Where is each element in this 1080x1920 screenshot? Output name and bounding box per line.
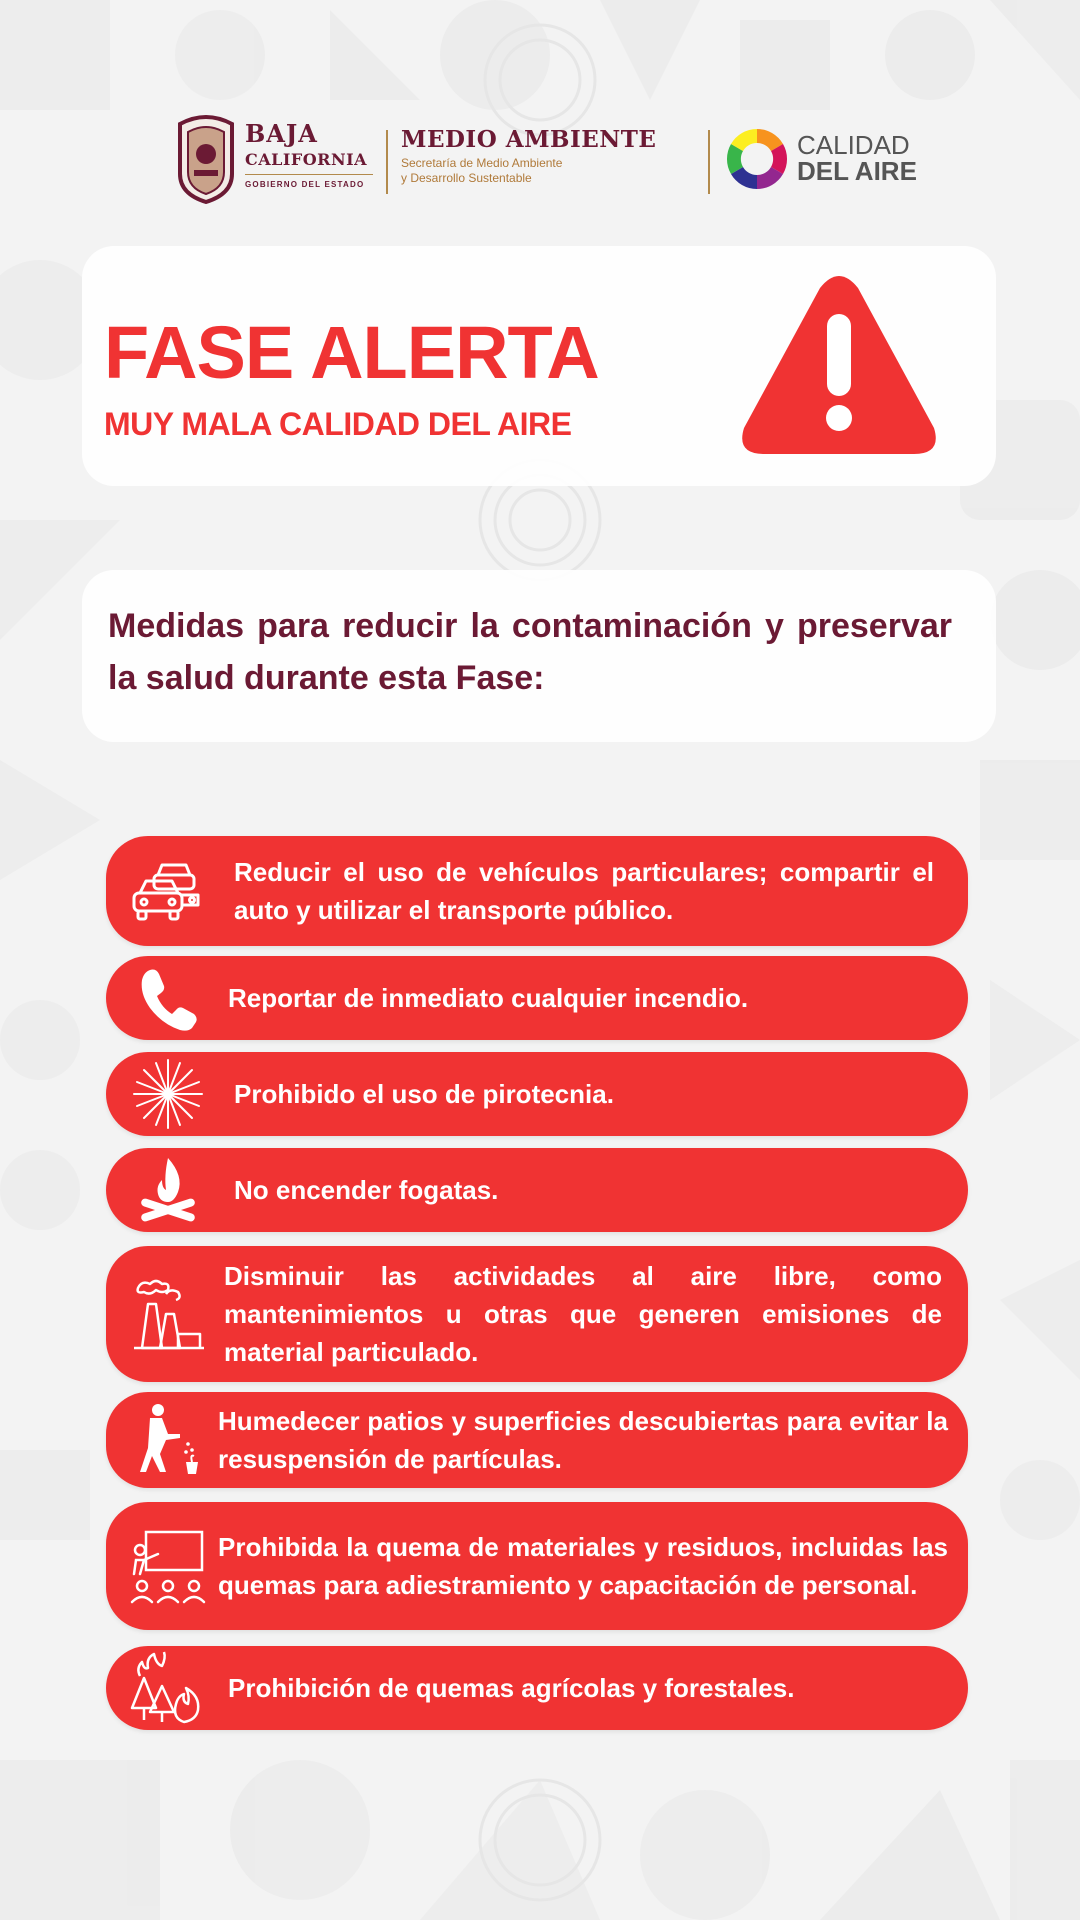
measure-item (106, 1502, 968, 1630)
measure-item (106, 1052, 968, 1136)
phone-icon (128, 958, 208, 1038)
measure-text: Disminuir las actividades al aire libre, como mantenimientos u otras que generen emisiones de material particulado. (224, 1261, 942, 1367)
header-logos (0, 110, 1080, 210)
bc-subtitle: CALIFORNIA (245, 150, 367, 169)
ma-subtitle-line2: y Desarrollo Sustentable (401, 171, 532, 185)
ca-line1: CALIDAD (797, 130, 910, 160)
ma-subtitle (401, 156, 641, 186)
measure-item (106, 1246, 968, 1382)
measure-text: Humedecer patios y superficies descubiertas para evitar la resuspensión de partículas. (218, 1406, 948, 1474)
training-icon (128, 1526, 208, 1606)
measure-text: Prohibido el uso de pirotecnia. (234, 1079, 614, 1109)
measure-item (106, 1392, 968, 1488)
measure-text: Prohibida la quema de materiales y residuos, incluidas las quemas para adiestramiento y capacitación de personal. (218, 1532, 948, 1600)
cars-icon (128, 851, 208, 931)
alert-title: FASE ALERTA (104, 311, 599, 394)
measure-text: Reducir el uso de vehículos particulares; compartir el auto y utilizar el transporte público. (234, 857, 934, 925)
alert-subtitle: MUY MALA CALIDAD DEL AIRE (104, 406, 572, 442)
factory-icon (128, 1274, 208, 1354)
fireworks-icon (128, 1054, 208, 1134)
bc-title: BAJA (245, 119, 318, 148)
forest-fire-icon (128, 1648, 208, 1728)
header-divider (386, 130, 388, 194)
measure-text: Prohibición de quemas agrícolas y forestales. (228, 1673, 795, 1703)
ca-line2: DEL AIRE (797, 156, 917, 186)
measure-item (106, 1646, 968, 1730)
campfire-icon (128, 1150, 208, 1230)
measure-text: No encender fogatas. (234, 1175, 499, 1205)
ma-subtitle-line1: Secretaría de Medio Ambiente (401, 156, 563, 170)
calidad-aire-logo-icon (724, 126, 790, 192)
header-divider (708, 130, 710, 194)
warning-triangle-icon (738, 272, 940, 458)
measure-item (106, 956, 968, 1040)
measure-item (106, 1148, 968, 1232)
ma-title: MEDIO AMBIENTE (401, 126, 657, 153)
bc-divider (245, 174, 373, 175)
bc-government: GOBIERNO DEL ESTADO (245, 180, 365, 189)
watering-icon (128, 1400, 208, 1480)
measure-text: Reportar de inmediato cualquier incendio. (228, 983, 749, 1013)
intro-text: Medidas para reducir la contaminación y preservar la salud durante esta Fase: (108, 607, 952, 697)
measure-item (106, 836, 968, 946)
state-shield-icon (174, 114, 238, 204)
